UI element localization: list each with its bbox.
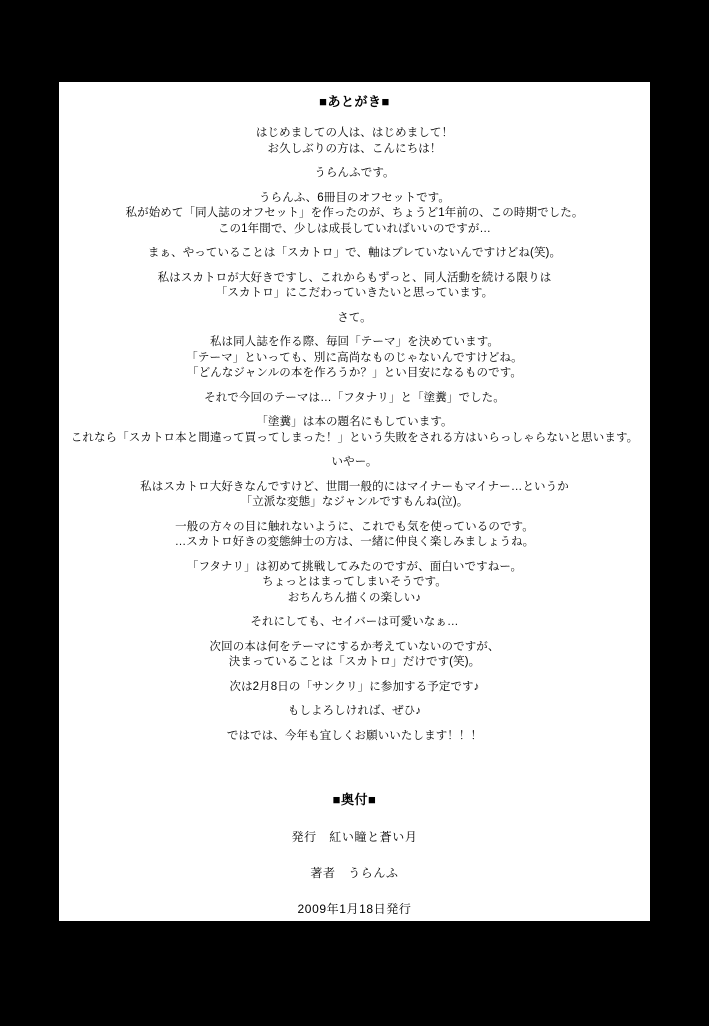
colophon-email: e-mail ayanamiasuka@hotmail.co.jp	[252, 939, 457, 951]
afterword-line: 一般の方々の目に触れないように、これでも気を使っているのです。	[175, 520, 534, 533]
afterword-line: いやー。	[331, 456, 378, 468]
afterword-line: それで今回のテーマは…「フタナリ」と「塗糞」でした。	[204, 391, 505, 404]
document-page	[59, 82, 650, 1024]
afterword-line: 「塗糞」は本の題名にもしています。	[256, 416, 453, 428]
afterword-line: …スカトロ好きの変態紳士の方は、一緒に仲良く楽しみましょうね。	[174, 536, 535, 548]
afterword-line: 私はスカトロ大好きなんですけど、世間一般的にはマイナーもマイナー…というか	[140, 480, 569, 493]
afterword-line: 私はスカトロが大好きですし、これからもずっと、同人活動を続ける限りは	[157, 271, 552, 284]
afterword-line: これなら「スカトロ本と間違って買ってしまった！」という失敗をされる方はいらっしゃらないと思います。	[70, 431, 639, 444]
afterword-line: 次回の本は何をテーマにするか考えていないのですが、	[209, 640, 500, 653]
colophon-author: 著者 うらんふ	[310, 866, 399, 880]
afterword-line: はじめましての人は、はじめまして！	[255, 127, 454, 139]
colophon-publisher: 発行 紅い瞳と蒼い月	[291, 830, 418, 844]
afterword-line: ではでは、今年も宜しくお願いいたします！！！	[226, 729, 483, 742]
afterword-line: 「フタナリ」は初めて挑戦してみたのですが、面白いですねー。	[186, 560, 523, 573]
afterword-line: うらんふです。	[314, 167, 395, 179]
afterword-line: 決まっていることは「スカトロ」だけです(笑)。	[228, 656, 481, 668]
afterword-line: まぁ、やっていることは「スカトロ」で、軸はブレていないんですけどね(笑)。	[147, 247, 562, 259]
afterword-line: 「テーマ」といっても、別に高尚なものじゃないんですけどね。	[186, 351, 523, 364]
afterword-line: 「立派な変態」なジャンルですもんね(泣)。	[240, 496, 469, 508]
afterword-line: 次は2月8日の「サンクリ」に参加する予定です♪	[229, 680, 480, 693]
afterword-line: さて。	[337, 311, 372, 324]
afterword-line: この1年間で、少しは成長していればいいのですが…	[217, 222, 492, 235]
colophon-printer: 印刷 ねこのしっぽ	[297, 1010, 412, 1024]
afterword-line: うらんふ、6冊目のオフセットです。	[259, 191, 450, 204]
afterword-line: もしよろしければ、ぜひ♪	[287, 705, 422, 717]
afterword-line: 私は同人誌を作る際、毎回「テーマ」を決めています。	[209, 336, 500, 348]
afterword-line: おちんちん描くの楽しい♪	[287, 591, 422, 604]
colophon-heading: ■奥付■	[332, 792, 377, 807]
afterword-line: 「どんなジャンルの本を作ろうか？」とい目安になるものです。	[187, 367, 522, 379]
afterword-heading: ■あとがき■	[319, 94, 390, 109]
afterword-line: それにしても、セイバーは可愛いなぁ…	[250, 616, 459, 628]
document-content	[59, 82, 650, 1026]
afterword-line: お久しぶりの方は、こんにちは！	[267, 142, 442, 155]
colophon-date: 2009年1月18日発行	[297, 902, 412, 916]
afterword-line: 私が始めて「同人誌のオフセット」を作ったのが、ちょうど1年前の、この時期でした。	[125, 207, 584, 219]
colophon-url: URL http://shirayuki.saiin.net/~akaihitomi/	[238, 975, 471, 987]
afterword-line: 「スカトロ」にこだわっていきたいと思っています。	[215, 287, 494, 299]
afterword-line: ちょっとはまってしまいそうです。	[262, 576, 447, 588]
